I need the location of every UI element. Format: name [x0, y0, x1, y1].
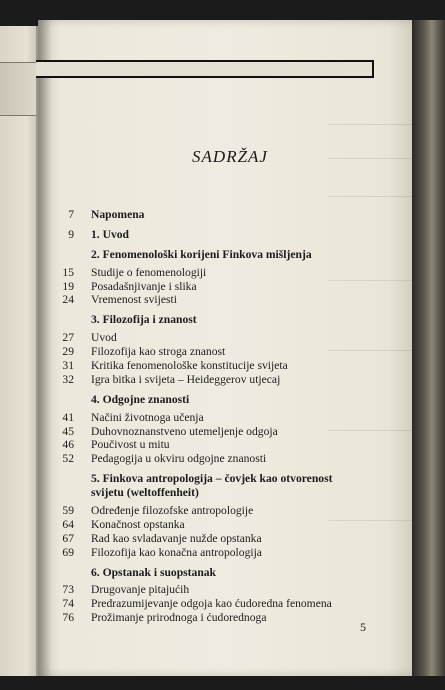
toc-entry: [50, 359, 380, 373]
toc-entry: [50, 546, 380, 560]
toc-heading: [50, 566, 380, 580]
toc-page-number: 29: [62, 345, 74, 359]
toc-page-number: 67: [62, 531, 74, 545]
toc-page-number: 46: [62, 438, 74, 452]
toc-title: Kritika fenomenološke konstitucije svijeta: [91, 359, 288, 373]
toc-page-number: 76: [62, 611, 74, 625]
toc-entry: [50, 504, 380, 518]
toc-page-number: 7: [68, 208, 74, 221]
toc-heading: [50, 228, 380, 242]
toc-entry: [50, 425, 380, 439]
toc-title: Drugovanje pitajućih: [91, 583, 190, 597]
toc-page-number: 69: [62, 545, 74, 559]
page-title: SADRŽAJ: [192, 147, 268, 166]
toc-heading: [50, 486, 380, 500]
toc-entry: [50, 518, 380, 532]
toc-title: 6. Opstanak i suopstanak: [91, 565, 217, 579]
toc-page-number: 19: [62, 279, 74, 293]
toc-page-number: 73: [62, 583, 74, 597]
toc-heading: [50, 248, 380, 262]
toc-entry: [50, 452, 380, 466]
table-of-contents: [50, 208, 380, 625]
toc-entry: [50, 411, 380, 425]
right-page-stack: [412, 20, 445, 676]
toc-title: 2. Fenomenološki korijeni Finkova mišljenja: [91, 247, 312, 261]
toc-title: Rad kao svladavanje nužde opstanka: [91, 531, 262, 545]
toc-entry: [50, 345, 380, 359]
toc-title: Konačnost opstanka: [91, 517, 185, 531]
toc-title: svijetu (weltoffenheit): [91, 486, 199, 500]
toc-page-number: 24: [62, 293, 74, 307]
toc-title: 1. Uvod: [91, 227, 130, 241]
toc-title: Posadašnjivanje i slika: [91, 279, 197, 293]
header-rule: [36, 60, 374, 78]
toc-page-number: 31: [62, 359, 74, 373]
toc-title: 3. Filozofija i znanost: [91, 313, 197, 327]
toc-title: Duhovnoznanstveno utemeljenje odgoja: [91, 424, 278, 438]
toc-heading: [50, 393, 380, 407]
toc-title: Predrazumijevanje odgoja kao ćudoredna fenomena: [91, 597, 332, 611]
toc-page-number: 74: [62, 597, 74, 611]
left-page-band: [0, 62, 36, 116]
toc-entry: [50, 373, 380, 387]
toc-entry: [50, 532, 380, 546]
toc-page-number: 41: [62, 410, 74, 424]
toc-title: Studije o fenomenologiji: [91, 265, 207, 279]
toc-heading: [50, 313, 380, 327]
toc-page-number: 52: [62, 452, 74, 466]
toc-title: Vremenost svijesti: [91, 293, 177, 307]
toc-page-number: 32: [62, 372, 74, 386]
toc-page-number: 15: [62, 265, 74, 279]
toc-page-number: 27: [62, 331, 74, 345]
toc-title: Poučivost u mitu: [91, 438, 170, 452]
toc-title: Uvod: [91, 331, 117, 345]
toc-page-number: 59: [62, 504, 74, 518]
toc-title: 4. Odgojne znanosti: [91, 392, 190, 406]
toc-title: Igra bitka i svijeta – Heideggerov utjecaj: [91, 372, 281, 386]
toc-entry: [50, 438, 380, 452]
toc-page-number: 9: [68, 227, 74, 241]
toc-entry: [50, 583, 380, 597]
toc-entry: [50, 293, 380, 307]
toc-title: Određenje filozofske antropologije: [91, 504, 254, 518]
toc-entry: [50, 331, 380, 345]
toc-entry: [50, 280, 380, 294]
page-number: 5: [360, 620, 366, 634]
toc-page-number: 64: [62, 517, 74, 531]
toc-entry: [50, 611, 380, 625]
toc-title: Filozofija kao stroga znanost: [91, 345, 226, 359]
toc-title: Filozofija kao konačna antropologija: [91, 545, 262, 559]
toc-heading: [50, 208, 380, 222]
toc-title: Napomena: [91, 208, 145, 221]
toc-page-number: 45: [62, 424, 74, 438]
toc-title: Pedagogija u okviru odgojne znanosti: [91, 452, 267, 466]
toc-entry: [50, 597, 380, 611]
toc-title: Prožimanje prirodnoga i ćudorednoga: [91, 611, 267, 625]
toc-title: Načini životnoga učenja: [91, 410, 204, 424]
toc-heading: [50, 472, 380, 486]
toc-entry: [50, 266, 380, 280]
toc-title: 5. Finkova antropologija – čovjek kao otvorenost: [91, 472, 333, 486]
